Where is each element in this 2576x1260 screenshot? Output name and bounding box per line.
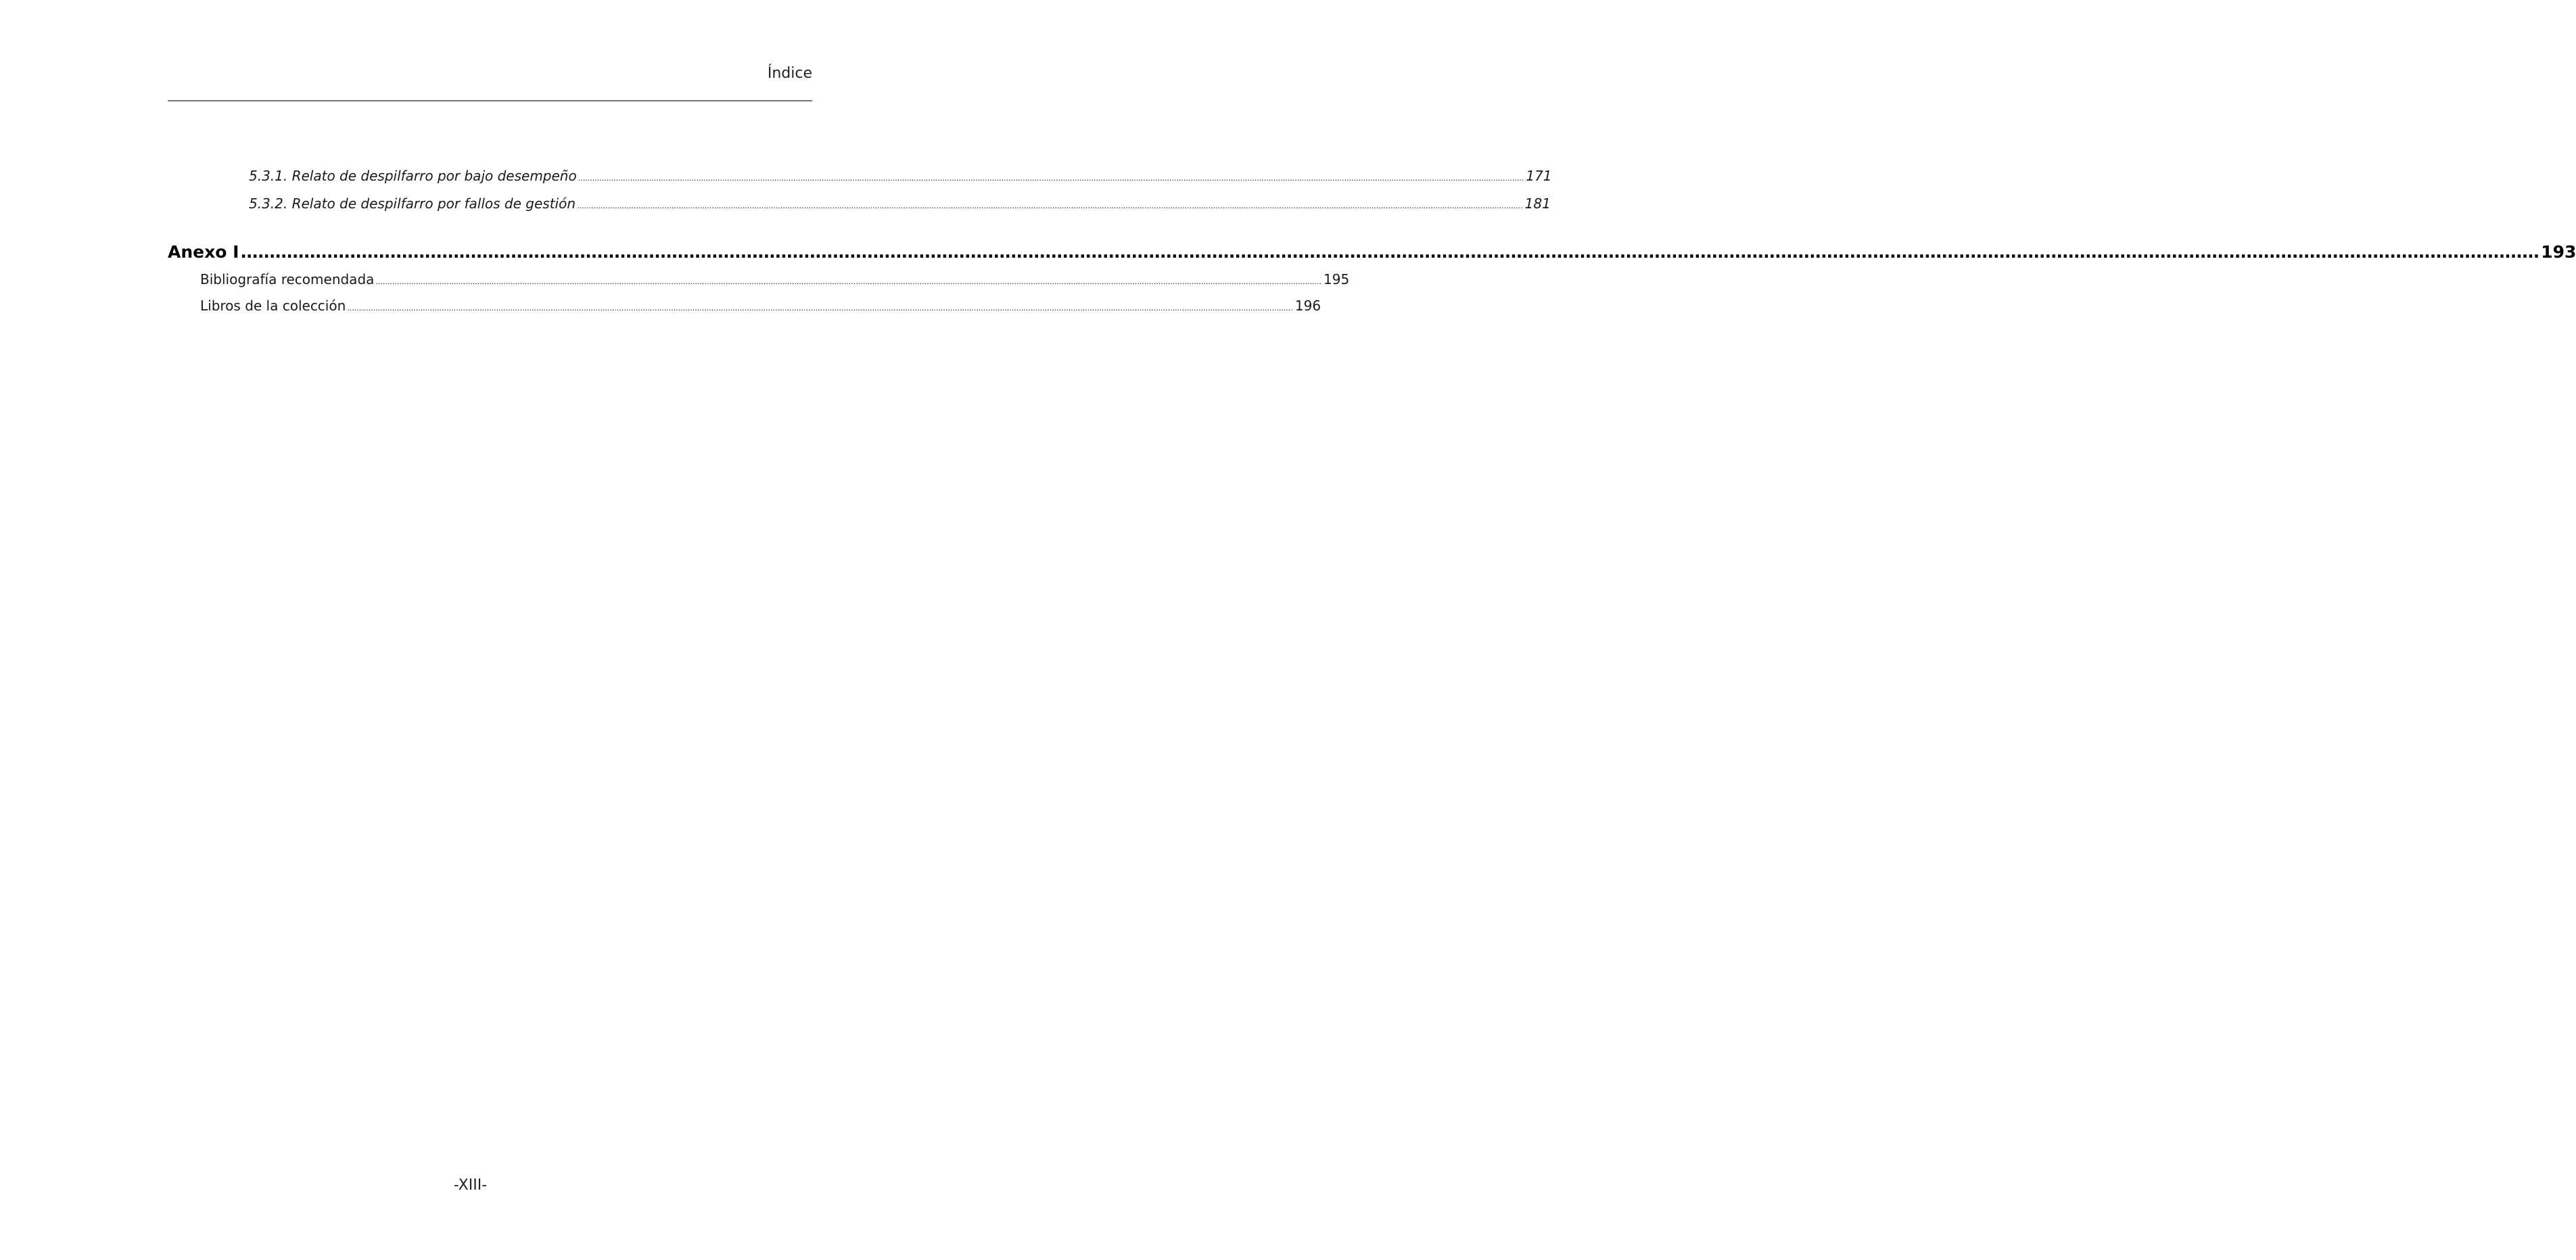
running-header: Índice [767, 65, 812, 82]
dot-leader: ................................................................................................................................................................................................................................................................................................................................................................................................................ [578, 174, 1524, 183]
toc-entry-page: 196 [1294, 298, 1321, 314]
header-rule [168, 100, 812, 101]
toc-entry-5-3-1 [168, 162, 1552, 190]
toc-entry-anexo-i [168, 238, 2576, 266]
toc-entry-title: Anexo I [168, 242, 239, 262]
toc-entry-title: Bibliografía recomendada [200, 271, 375, 287]
toc-entry-page: 193 [2541, 242, 2576, 262]
page-folio: -XIII- [453, 1177, 488, 1194]
toc-entry-page: 171 [1526, 168, 1552, 184]
toc-entry-title: 5.3.1. Relato de despilfarro por bajo desempeño [249, 168, 577, 184]
table-of-contents [168, 162, 2576, 319]
dot-leader: ................................................................................................................................................................................................................................................................................................................................................................................................................ [347, 304, 1293, 312]
toc-entry-libros [168, 293, 1321, 319]
toc-entry-bibliografia [168, 266, 1350, 293]
dot-leader: ................................................................................................................................................................................................................................................................................................................................................................................................................ [577, 202, 1523, 210]
toc-entry-page: 195 [1324, 271, 1350, 287]
toc-entry-title: 5.3.2. Relato de despilfarro por fallos de gestión [249, 195, 576, 212]
toc-entry-title: Libros de la colección [200, 298, 346, 314]
toc-entry-page: 181 [1524, 195, 1551, 212]
dot-leader: ................................................................................................................................................................................................................................................................................................................................................................................................................ [240, 242, 2539, 262]
toc-entry-5-3-2 [168, 190, 1551, 218]
dot-leader: ................................................................................................................................................................................................................................................................................................................................................................................................................ [375, 277, 1322, 286]
